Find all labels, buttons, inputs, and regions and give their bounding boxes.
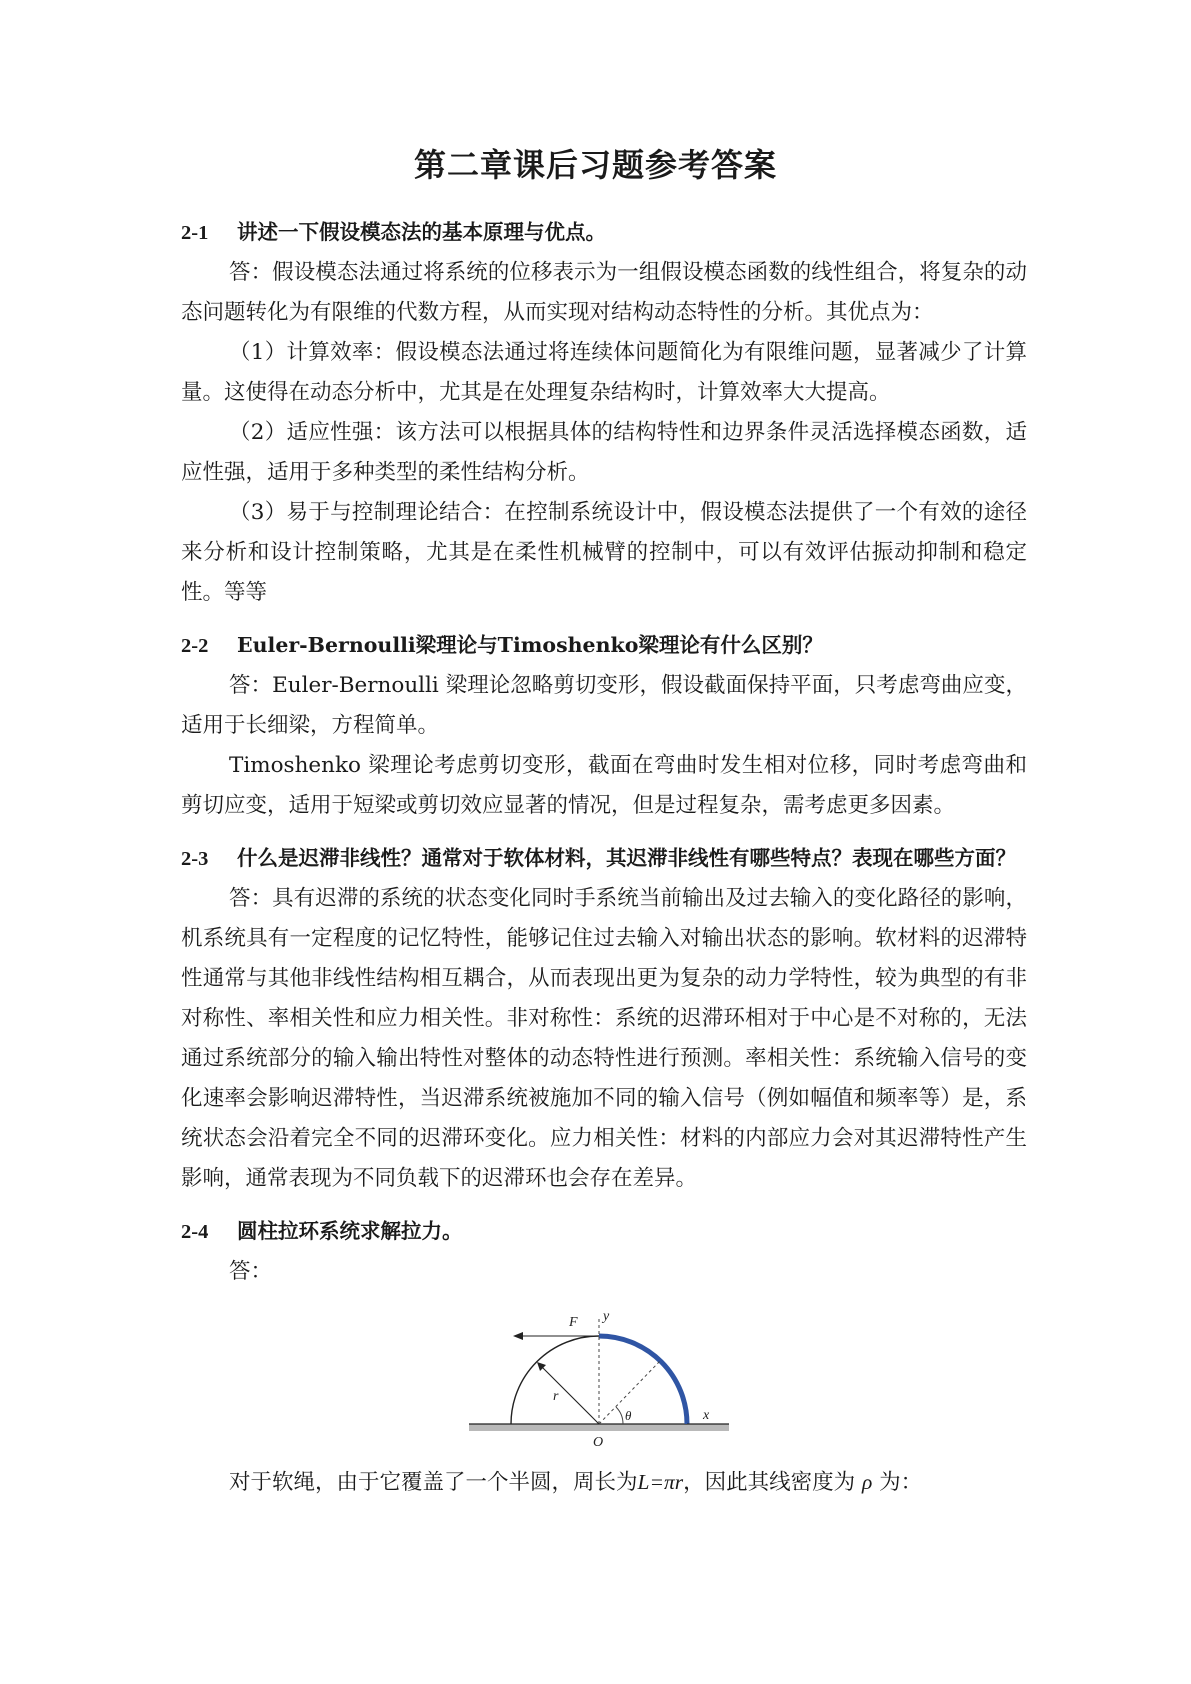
question-number: 2-4	[181, 1221, 209, 1243]
question-2-4	[181, 1211, 1027, 1252]
question-2-3	[181, 838, 1027, 879]
label-r: r	[553, 1389, 559, 1404]
question-text: 圆柱拉环系统求解拉力。	[237, 1219, 463, 1243]
label-F: F	[569, 1315, 578, 1330]
answer-paragraph: Timoshenko 梁理论考虑剪切变形，截面在弯曲时发生相对位移，同时考虑弯曲和剪切应变，适用于短梁或剪切效应显著的情况，但是过程复杂，需考虑更多因素。	[181, 753, 1027, 818]
ring-figure	[181, 1306, 1027, 1456]
answer-point-1: （1）计算效率：假设模态法通过将连续体问题简化为有限维问题，显著减少了计算量。这使得在动态分析中，尤其是在处理复杂结构时，计算效率大大提高。	[181, 340, 1027, 405]
question-number: 2-3	[181, 848, 209, 870]
formula-length: L=πr	[637, 1470, 684, 1494]
theta-arc	[616, 1407, 623, 1424]
answer-paragraph: 答：Euler-Bernoulli 梁理论忽略剪切变形，假设截面保持平面，只考虑弯曲应变，适用于长细梁，方程简单。	[181, 673, 1027, 738]
label-O: O	[593, 1435, 604, 1450]
answer-point-2: （2）适应性强：该方法可以根据具体的结构特性和边界条件灵活选择模态函数，适应性强，适用于多种类型的柔性结构分析。	[181, 420, 1027, 485]
question-number: 2-1	[181, 222, 209, 244]
answer-point-3: （3）易于与控制理论结合：在控制系统设计中，假设模态法提供了一个有效的途径来分析和设计控制策略，尤其是在柔性机械臂的控制中，可以有效评估振动抑制和稳定性。等等	[181, 500, 1027, 605]
document-body	[181, 212, 1027, 1503]
text-mid: ，因此其线密度为	[683, 1470, 856, 1495]
label-x: x	[703, 1408, 710, 1423]
question-text: 什么是迟滞非线性？通常对于软体材料，其迟滞非线性有哪些特点？表现在哪些方面？	[237, 846, 1016, 870]
ground-band	[469, 1424, 729, 1431]
force-arrowhead	[513, 1332, 523, 1340]
question-2-2	[181, 625, 1027, 666]
question-number: 2-2	[181, 635, 209, 657]
answer-paragraph: 答：具有迟滞的系统的状态变化同时手系统当前输出及过去输入的变化路径的影响，机系统具有一定程度的记忆特性，能够记住过去输入对输出状态的影响。软材料的迟滞特性通常与其他非线性结构相互耦合，从而表现出更为复杂的动力学特性，较为典型的有非对称性、率相关性和应力相关性。非对称性：系统的迟滞环相对于中心是不对称的，无法通过系统部分的输入输出特性对整体的动态特性进行预测。率相关性：系统输入信号的变化速率会影响迟滞特性，当迟滞系统被施加不同的输入信号（例如幅值和频率等）是，系统状态会沿着完全不同的迟滞环变化。应力相关性：材料的内部应力会对其迟滞特性产生影响，通常表现为不同负载下的迟滞环也会存在差异。	[181, 886, 1027, 1191]
question-text: Euler-Bernoulli梁理论与Timoshenko梁理论有什么区别？	[237, 633, 823, 657]
formula-rho: ρ	[861, 1470, 873, 1494]
answer-paragraph: 答：假设模态法通过将系统的位移表示为一组假设模态函数的线性组合，将复杂的动态问题转化为有限维的代数方程，从而实现对结构动态特性的分析。其优点为：	[181, 260, 1027, 325]
answer-paragraph	[181, 1462, 1027, 1503]
answer-label: 答：	[229, 1259, 273, 1284]
label-y: y	[603, 1309, 610, 1324]
label-theta: θ	[625, 1408, 632, 1423]
semicircle-diagram	[467, 1306, 737, 1456]
text-after: 为：	[879, 1470, 923, 1495]
radius-line	[539, 1364, 599, 1424]
page-title: 第二章课后习题参考答案	[413, 146, 777, 184]
question-text: 讲述一下假设模态法的基本原理与优点。	[237, 220, 606, 244]
text-before-formula: 对于软绳，由于它覆盖了一个半圆，周长为	[229, 1470, 638, 1495]
question-2-1	[181, 212, 1027, 253]
